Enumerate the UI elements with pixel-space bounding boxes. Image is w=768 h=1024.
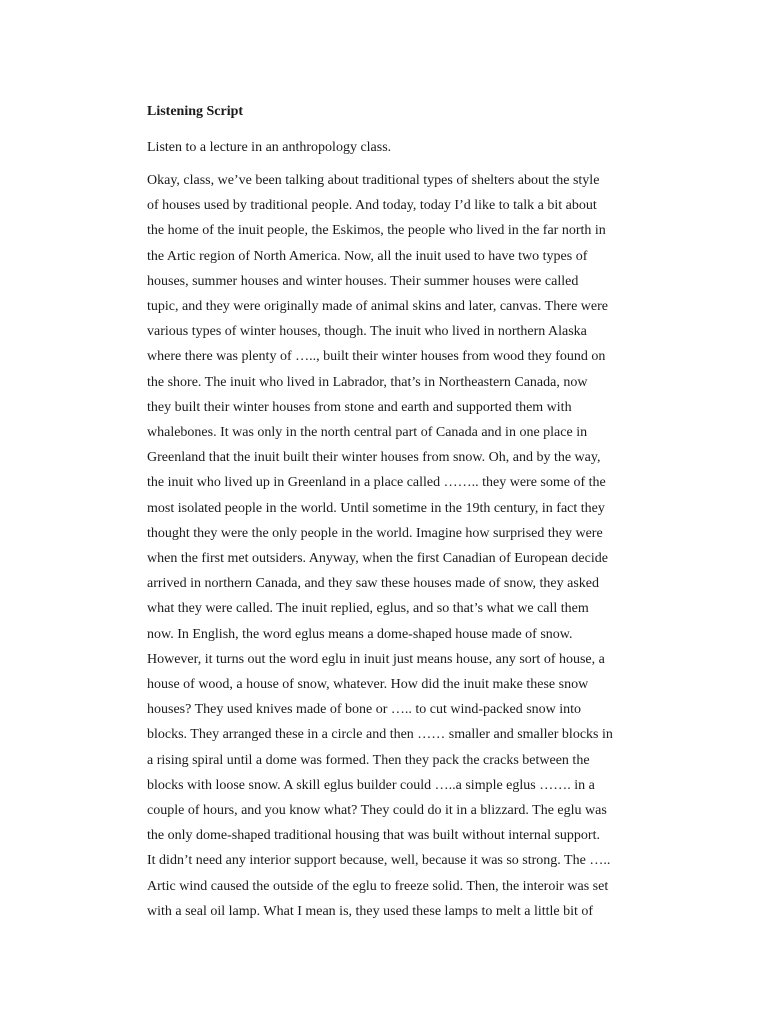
text-line: house of wood, a house of snow, whatever. How did the inuit make these snow bbox=[147, 677, 589, 693]
text-line: various types of winter houses, though. The inuit who lived in northern Alaska bbox=[147, 324, 587, 340]
text-line: when the first met outsiders. Anyway, when the first Canadian of European decide bbox=[147, 551, 608, 567]
text-line: the inuit who lived up in Greenland in a place called …….. they were some of the bbox=[147, 475, 606, 491]
text-line: the only dome-shaped traditional housing that was built without internal support. bbox=[147, 828, 600, 844]
text-line: blocks. They arranged these in a circle and then …… smaller and smaller blocks in bbox=[147, 727, 613, 743]
document-title: Listening Script bbox=[147, 104, 244, 119]
text-line: Greenland that the inuit built their winter houses from snow. Oh, and by the way, bbox=[147, 450, 601, 466]
text-line: arrived in northern Canada, and they saw these houses made of snow, they asked bbox=[147, 576, 600, 592]
text-line: Okay, class, we’ve been talking about traditional types of shelters about the style bbox=[147, 173, 600, 188]
text-line: what they were called. The inuit replied, eglus, and so that’s what we call them bbox=[147, 601, 589, 617]
text-line: they built their winter houses from stone and earth and supported them with bbox=[147, 399, 572, 415]
text-line: the shore. The inuit who lived in Labrador, that’s in Northeastern Canada, now bbox=[147, 374, 588, 390]
text-line: the Artic region of North America. Now, all the inuit used to have two types of bbox=[147, 248, 588, 264]
text-line: a rising spiral until a dome was formed. Then they pack the cracks between the bbox=[147, 752, 590, 768]
document-content bbox=[147, 102, 667, 924]
text-line: the home of the inuit people, the Eskimos, the people who lived in the far north in bbox=[147, 223, 606, 239]
text-line: However, it turns out the word eglu in inuit just means house, any sort of house, a bbox=[147, 651, 605, 667]
text-line: blocks with loose snow. A skill eglus builder could …..a simple eglus ……. in a bbox=[147, 777, 595, 793]
text-line: It didn’t need any interior support because, well, because it was so strong. The ….. bbox=[147, 853, 611, 869]
text-line: of houses used by traditional people. And today, today I’d like to talk a bit about bbox=[147, 198, 597, 214]
text-line: thought they were the only people in the world. Imagine how surprised they were bbox=[147, 525, 603, 541]
text-line: tupic, and they were originally made of animal skins and later, canvas. There were bbox=[147, 299, 609, 315]
text-line: houses? They used knives made of bone or ….. to cut wind-packed snow into bbox=[147, 702, 582, 718]
lecture-paragraph bbox=[147, 168, 667, 924]
text-line: where there was plenty of ….., built their winter houses from wood they found on bbox=[147, 349, 606, 365]
text-line: Artic wind caused the outside of the eglu to freeze solid. Then, the interoir was set bbox=[147, 878, 609, 894]
text-line: whalebones. It was only in the north central part of Canada and in one place in bbox=[147, 425, 588, 441]
text-line: with a seal oil lamp. What I mean is, they used these lamps to melt a little bit of bbox=[147, 903, 594, 919]
text-line: most isolated people in the world. Until sometime in the 19th century, in fact they bbox=[147, 500, 605, 516]
text-line: now. In English, the word eglus means a dome-shaped house made of snow. bbox=[147, 626, 573, 642]
text-line: couple of hours, and you know what? They could do it in a blizzard. The eglu was bbox=[147, 803, 607, 819]
intro-paragraph: Listen to a lecture in an anthropology class. bbox=[147, 140, 392, 155]
text-line: houses, summer houses and winter houses. Their summer houses were called bbox=[147, 273, 579, 289]
